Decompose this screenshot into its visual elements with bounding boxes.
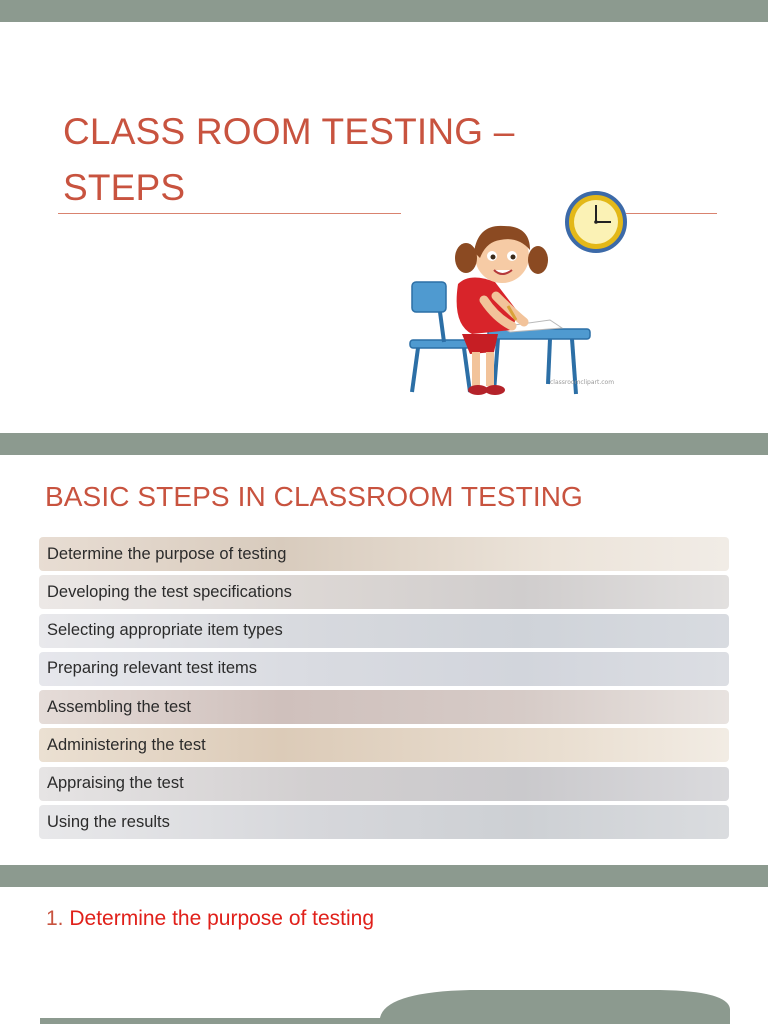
step-item: Appraising the test (39, 767, 729, 801)
slide-step-one (0, 887, 768, 1024)
step-item: Assembling the test (39, 690, 729, 724)
watermark-text: classroomclipart.com (550, 379, 615, 386)
classroom-illustration (400, 184, 630, 402)
separator-band-1 (0, 433, 768, 455)
step-item: Using the results (39, 805, 729, 839)
step-item: Determine the purpose of testing (39, 537, 729, 571)
step-number: 1. (46, 907, 64, 930)
top-band (0, 0, 768, 22)
clock-icon (567, 193, 625, 251)
slide-basic-steps (0, 455, 768, 865)
slide-title-heading: CLASS ROOM TESTING – STEPS (63, 111, 515, 208)
title-rule-right (626, 213, 717, 214)
slide-title (0, 22, 768, 433)
steps-list (39, 537, 729, 843)
step-item: Administering the test (39, 728, 729, 762)
decorative-shape (0, 887, 768, 1024)
step-item: Selecting appropriate item types (39, 614, 729, 648)
title-rule-left (58, 213, 401, 214)
step-one-title: Determine the purpose of testing (69, 907, 375, 930)
separator-band-2 (0, 865, 768, 887)
basic-steps-heading: BASIC STEPS IN CLASSROOM TESTING (45, 481, 583, 512)
step-item: Preparing relevant test items (39, 652, 729, 686)
step-item: Developing the test specifications (39, 575, 729, 609)
